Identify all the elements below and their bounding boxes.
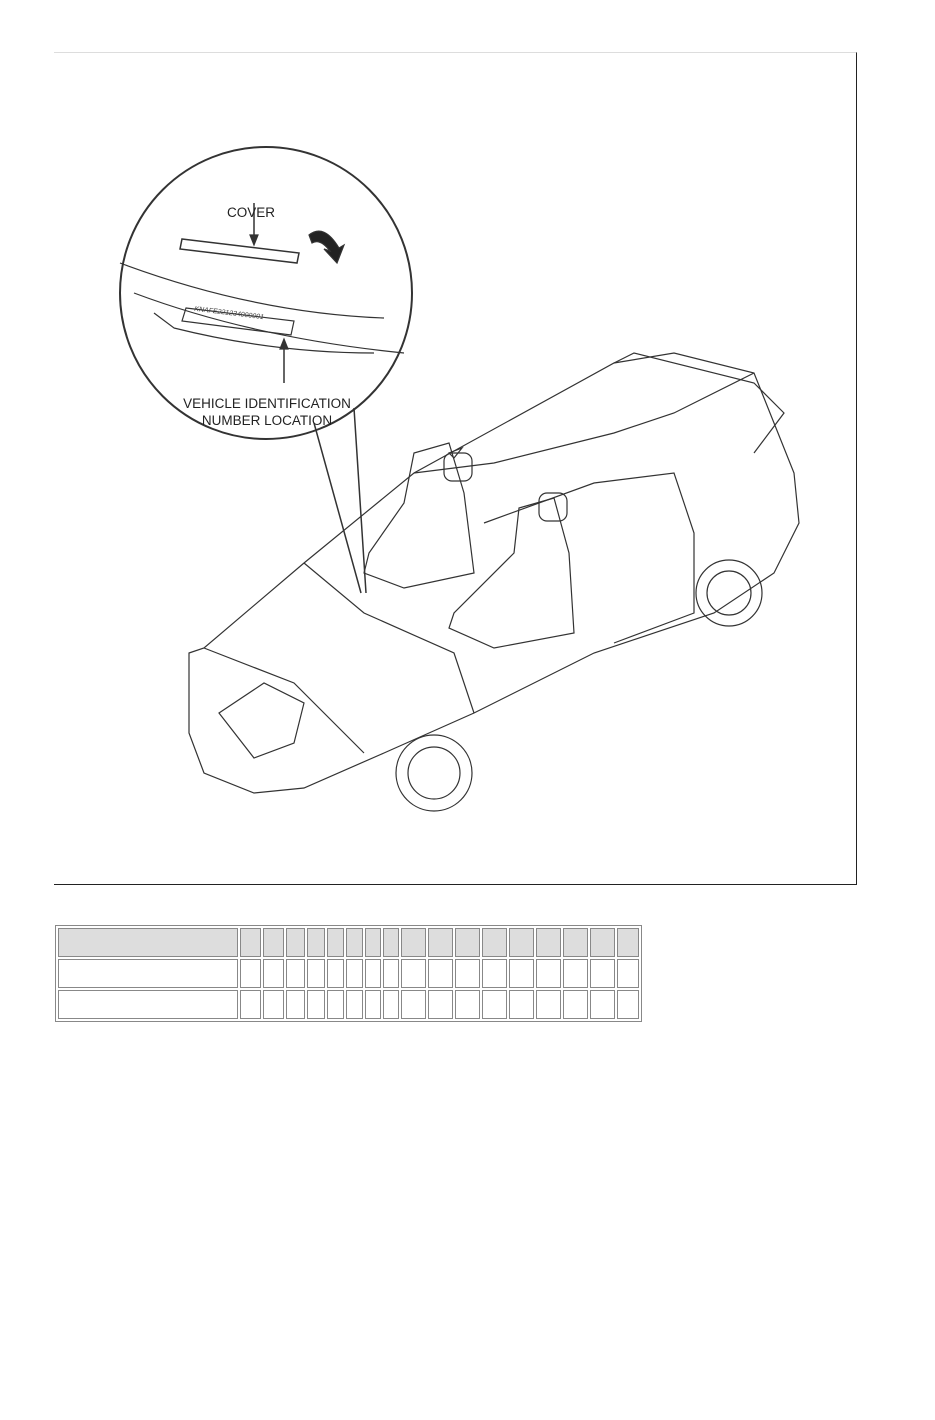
table-cell bbox=[401, 990, 426, 1019]
vin-location-figure bbox=[54, 52, 857, 885]
table-cell bbox=[365, 928, 381, 957]
table-cell bbox=[428, 928, 453, 957]
cover-label: COVER bbox=[226, 205, 275, 220]
table-cell bbox=[563, 990, 588, 1019]
table-cell bbox=[455, 959, 480, 988]
table-cell bbox=[536, 959, 561, 988]
table-cell bbox=[482, 928, 507, 957]
table-cell bbox=[509, 928, 534, 957]
car-illustration bbox=[54, 53, 856, 884]
table-cell bbox=[509, 990, 534, 1019]
table-cell bbox=[455, 990, 480, 1019]
table-cell bbox=[240, 959, 261, 988]
table-cell bbox=[58, 928, 238, 957]
table-cell bbox=[383, 990, 399, 1019]
table-cell bbox=[383, 928, 399, 957]
table-cell bbox=[307, 928, 325, 957]
vin-table bbox=[55, 925, 642, 1022]
table-cell bbox=[327, 990, 344, 1019]
table-cell bbox=[428, 959, 453, 988]
table-cell bbox=[617, 959, 639, 988]
table-cell bbox=[401, 959, 426, 988]
table-cell bbox=[428, 990, 453, 1019]
table-cell bbox=[383, 959, 399, 988]
table-cell bbox=[365, 959, 381, 988]
table-cell bbox=[346, 928, 363, 957]
table-cell bbox=[346, 959, 363, 988]
table-cell bbox=[346, 990, 363, 1019]
table-cell bbox=[617, 990, 639, 1019]
table-cell bbox=[286, 990, 305, 1019]
vin-location-label bbox=[172, 395, 362, 429]
table-cell bbox=[58, 959, 238, 988]
vin-location-label-line2: NUMBER LOCATION bbox=[201, 413, 333, 428]
table-cell bbox=[509, 959, 534, 988]
table-cell bbox=[365, 990, 381, 1019]
table-cell bbox=[58, 990, 238, 1019]
table-cell bbox=[536, 990, 561, 1019]
table-cell bbox=[263, 959, 284, 988]
table-cell bbox=[286, 959, 305, 988]
table-cell bbox=[263, 990, 284, 1019]
table-cell bbox=[536, 928, 561, 957]
table-cell bbox=[240, 990, 261, 1019]
table-cell bbox=[307, 959, 325, 988]
table-row bbox=[58, 990, 639, 1019]
table-cell bbox=[482, 990, 507, 1019]
table-cell bbox=[286, 928, 305, 957]
vin-plate-text: KNAFE221234000001 bbox=[193, 305, 265, 322]
table-cell bbox=[307, 990, 325, 1019]
vin-location-label-line1: VEHICLE IDENTIFICATION bbox=[183, 396, 351, 411]
table-cell bbox=[240, 928, 261, 957]
table-cell bbox=[590, 928, 615, 957]
table-cell bbox=[617, 928, 639, 957]
table-cell bbox=[482, 959, 507, 988]
table-cell bbox=[563, 959, 588, 988]
table-cell bbox=[590, 959, 615, 988]
table-cell bbox=[327, 928, 344, 957]
table-cell bbox=[263, 928, 284, 957]
table-cell bbox=[455, 928, 480, 957]
table-cell bbox=[590, 990, 615, 1019]
table-row bbox=[58, 959, 639, 988]
table-cell bbox=[401, 928, 426, 957]
table-cell bbox=[563, 928, 588, 957]
table-cell bbox=[327, 959, 344, 988]
table-header-row bbox=[58, 928, 639, 957]
